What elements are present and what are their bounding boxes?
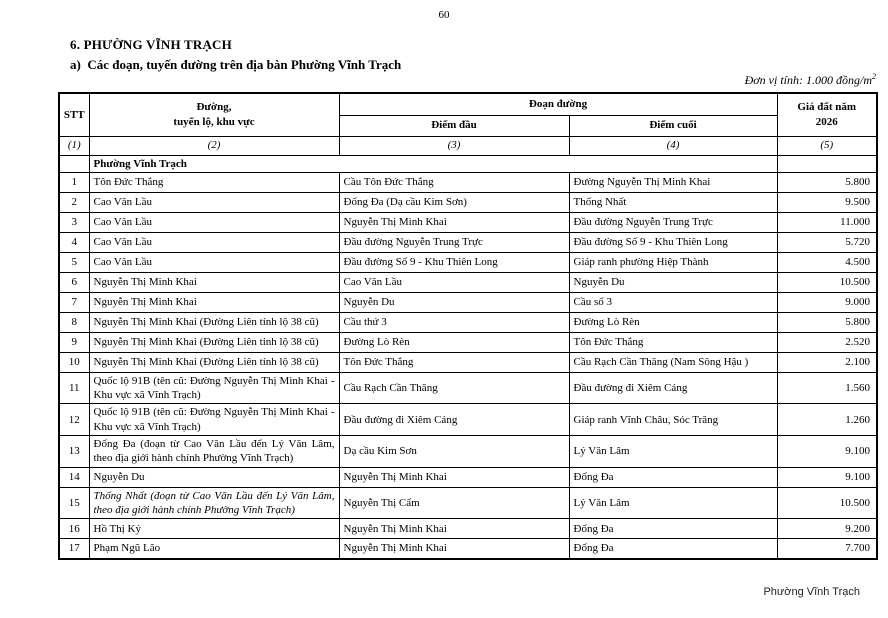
row-start: Cầu Rạch Cần Thăng	[339, 372, 569, 404]
row-start: Cầu Tôn Đức Thắng	[339, 172, 569, 192]
row-price: 9.000	[777, 292, 877, 312]
unit-note	[745, 72, 876, 88]
row-road: Quốc lộ 91B (tên cũ: Đường Nguyễn Thị Minh Khai - Khu vực xã Vĩnh Trạch)	[89, 404, 339, 436]
header-end-point: Điểm cuối	[569, 115, 777, 136]
document-footer: Phường Vĩnh Trạch	[763, 586, 860, 598]
row-end: Nguyễn Du	[569, 272, 777, 292]
row-road: Nguyễn Thị Minh Khai (Đường Liên tỉnh lộ 38 cũ)	[89, 332, 339, 352]
row-road: Đống Đa (đoạn từ Cao Văn Lầu đến Lý Văn Lâm, theo địa giới hành chính Phường Vĩnh Trạch)	[89, 435, 339, 467]
column-index-row	[59, 136, 877, 155]
row-stt: 1	[59, 172, 89, 192]
section-heading: 6. PHƯỜNG VĨNH TRẠCH	[70, 37, 232, 52]
row-stt: 12	[59, 404, 89, 436]
row-price: 9.100	[777, 467, 877, 487]
row-stt: 17	[59, 539, 89, 559]
header-start-point: Điểm đầu	[339, 115, 569, 136]
table-row	[59, 372, 877, 404]
table-row	[59, 404, 877, 436]
table-row	[59, 467, 877, 487]
table-row	[59, 539, 877, 559]
table-row	[59, 487, 877, 519]
row-start: Nguyễn Thị Minh Khai	[339, 212, 569, 232]
row-start: Đầu đường Số 9 - Khu Thiên Long	[339, 252, 569, 272]
row-road: Cao Văn Lầu	[89, 212, 339, 232]
row-road: Nguyễn Thị Minh Khai	[89, 272, 339, 292]
row-road: Phạm Ngũ Lão	[89, 539, 339, 559]
row-end: Cầu số 3	[569, 292, 777, 312]
row-end: Đống Đa	[569, 539, 777, 559]
table-row	[59, 212, 877, 232]
row-end: Thống Nhất	[569, 192, 777, 212]
row-stt: 4	[59, 232, 89, 252]
row-price: 9.100	[777, 435, 877, 467]
land-price-table	[58, 92, 878, 560]
table-row	[59, 232, 877, 252]
row-stt: 15	[59, 487, 89, 519]
row-stt: 2	[59, 192, 89, 212]
row-price: 1.260	[777, 404, 877, 436]
table-row	[59, 272, 877, 292]
table-row	[59, 292, 877, 312]
table-row	[59, 252, 877, 272]
row-end: Tôn Đức Thắng	[569, 332, 777, 352]
table-row	[59, 192, 877, 212]
row-price: 9.200	[777, 519, 877, 539]
row-start: Đống Đa (Dạ cầu Kim Sơn)	[339, 192, 569, 212]
column-index-3: (3)	[339, 136, 569, 155]
row-start: Cao Văn Lầu	[339, 272, 569, 292]
row-start: Đường Lò Rèn	[339, 332, 569, 352]
row-price: 2.100	[777, 352, 877, 372]
row-road: Hồ Thị Kỷ	[89, 519, 339, 539]
group-row-stt-cell	[59, 155, 89, 172]
row-stt: 3	[59, 212, 89, 232]
header-price-line2: 2026	[815, 115, 838, 128]
row-stt: 8	[59, 312, 89, 332]
table-body	[59, 172, 877, 558]
row-price: 5.720	[777, 232, 877, 252]
row-road: Nguyễn Thị Minh Khai (Đường Liên tỉnh lộ 38 cũ)	[89, 312, 339, 332]
row-end: Đầu đường Số 9 - Khu Thiên Long	[569, 232, 777, 252]
row-price: 9.500	[777, 192, 877, 212]
row-price: 10.500	[777, 487, 877, 519]
row-stt: 16	[59, 519, 89, 539]
table-row	[59, 519, 877, 539]
row-end: Đường Lò Rèn	[569, 312, 777, 332]
row-start: Nguyễn Thị Cẩm	[339, 487, 569, 519]
header-price-line1: Giá đất năm	[797, 101, 857, 114]
row-end: Cầu Rạch Cần Thăng (Nam Sông Hậu )	[569, 352, 777, 372]
row-stt: 10	[59, 352, 89, 372]
row-price: 5.800	[777, 172, 877, 192]
row-price: 10.500	[777, 272, 877, 292]
table-row	[59, 312, 877, 332]
header-road	[89, 93, 339, 136]
column-index-4: (4)	[569, 136, 777, 155]
row-stt: 7	[59, 292, 89, 312]
row-start: Dạ cầu Kim Sơn	[339, 435, 569, 467]
row-start: Nguyễn Thị Minh Khai	[339, 467, 569, 487]
group-row	[59, 155, 877, 172]
row-stt: 13	[59, 435, 89, 467]
header-segment: Đoạn đường	[339, 93, 777, 115]
row-stt: 11	[59, 372, 89, 404]
row-end: Lý Văn Lâm	[569, 487, 777, 519]
row-start: Đầu đường đi Xiêm Cáng	[339, 404, 569, 436]
row-price: 2.520	[777, 332, 877, 352]
row-start: Nguyễn Thị Minh Khai	[339, 519, 569, 539]
row-road: Cao Văn Lầu	[89, 192, 339, 212]
row-price: 4.500	[777, 252, 877, 272]
row-start: Nguyễn Thị Minh Khai	[339, 539, 569, 559]
table-row	[59, 352, 877, 372]
row-end: Đống Đa	[569, 467, 777, 487]
row-stt: 14	[59, 467, 89, 487]
row-end: Đầu đường Nguyễn Trung Trực	[569, 212, 777, 232]
row-road: Quốc lộ 91B (tên cũ: Đường Nguyễn Thị Minh Khai - Khu vực xã Vĩnh Trạch)	[89, 372, 339, 404]
row-stt: 9	[59, 332, 89, 352]
group-row-price-cell	[777, 155, 877, 172]
row-price: 1.560	[777, 372, 877, 404]
table-row	[59, 332, 877, 352]
row-end: Giáp ranh phường Hiệp Thành	[569, 252, 777, 272]
header-price	[777, 93, 877, 136]
table-header	[59, 93, 877, 172]
row-road: Nguyễn Thị Minh Khai (Đường Liên tỉnh lộ 38 cũ)	[89, 352, 339, 372]
row-price: 7.700	[777, 539, 877, 559]
row-start: Tôn Đức Thắng	[339, 352, 569, 372]
row-start: Đầu đường Nguyễn Trung Trực	[339, 232, 569, 252]
unit-note-text: Đơn vị tính: 1.000 đồng/m	[744, 73, 872, 87]
row-end: Đường Nguyễn Thị Minh Khai	[569, 172, 777, 192]
row-stt: 6	[59, 272, 89, 292]
unit-note-superscript: 2	[872, 72, 876, 81]
section-subheading: a) Các đoạn, tuyến đường trên địa bàn Phường Vĩnh Trạch	[70, 57, 402, 72]
header-row-top	[59, 93, 877, 115]
group-row-label: Phường Vĩnh Trạch	[89, 155, 777, 172]
row-road: Tôn Đức Thắng	[89, 172, 339, 192]
row-end: Giáp ranh Vĩnh Châu, Sóc Trăng	[569, 404, 777, 436]
column-index-2: (2)	[89, 136, 339, 155]
row-end: Lý Văn Lâm	[569, 435, 777, 467]
row-start: Cầu thứ 3	[339, 312, 569, 332]
row-start: Nguyễn Du	[339, 292, 569, 312]
row-end: Đống Đa	[569, 519, 777, 539]
row-road: Cao Văn Lầu	[89, 252, 339, 272]
header-stt: STT	[59, 93, 89, 136]
row-road: Cao Văn Lầu	[89, 232, 339, 252]
column-index-5: (5)	[777, 136, 877, 155]
header-road-line2: tuyến lộ, khu vực	[173, 115, 255, 128]
row-stt: 5	[59, 252, 89, 272]
table-row	[59, 172, 877, 192]
table-row	[59, 435, 877, 467]
row-end: Đầu đường đi Xiêm Cáng	[569, 372, 777, 404]
row-road: Nguyễn Du	[89, 467, 339, 487]
row-price: 11.000	[777, 212, 877, 232]
page-number: 60	[438, 9, 450, 21]
row-road: Nguyễn Thị Minh Khai	[89, 292, 339, 312]
column-index-1: (1)	[59, 136, 89, 155]
row-price: 5.800	[777, 312, 877, 332]
header-road-line1: Đường,	[196, 101, 232, 114]
row-road: Thống Nhất (đoạn từ Cao Văn Lầu đến Lý Văn Lâm, theo địa giới hành chính Phường Vĩnh Trạch)	[89, 487, 339, 519]
